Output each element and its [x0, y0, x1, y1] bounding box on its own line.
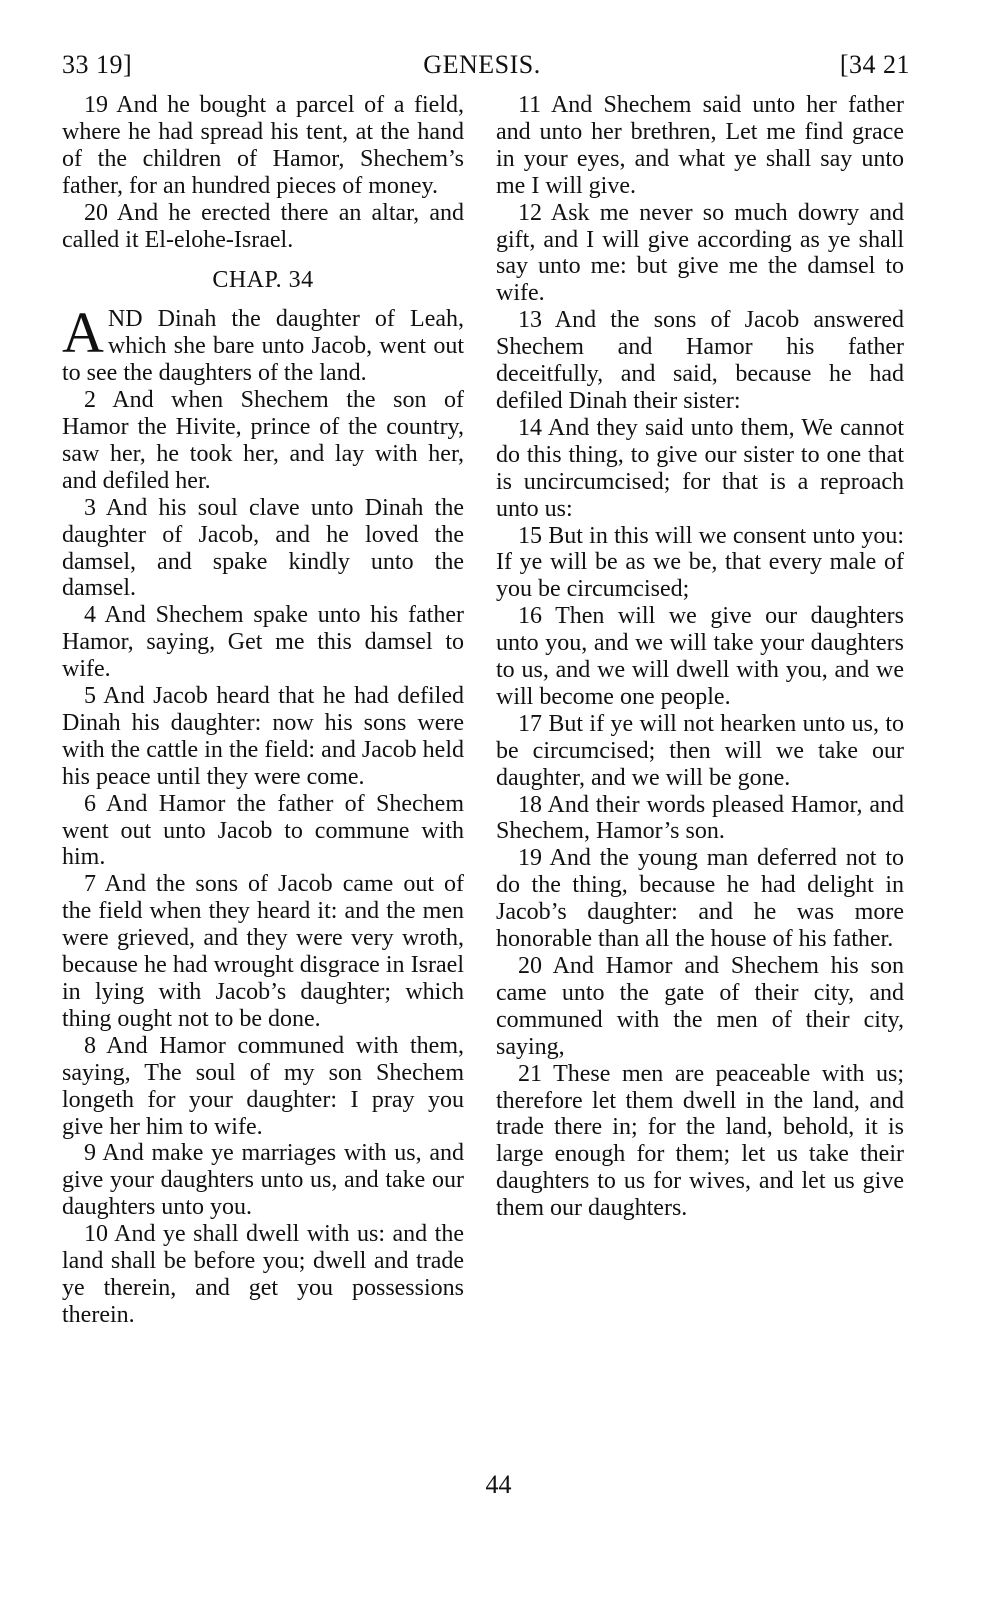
header-verse-range-end: [34 21 [839, 50, 910, 79]
verse-34-1 [62, 300, 464, 387]
verse-34-3: 3 And his soul clave unto Dinah the daughter of Jacob, and he loved the damsel, and spake kindly unto the damsel. [62, 494, 464, 602]
right-column [496, 92, 904, 1222]
verse-34-17: 17 But if ye will not hearken unto us, to be circumcised; then will we take our daughter, and we will be gone. [496, 710, 904, 791]
drop-cap-letter: A [62, 300, 104, 366]
verse-34-12: 12 Ask me never so much dowry and gift, and I will give according as ye shall say unto me: but give me the damsel to wife. [496, 199, 904, 307]
verse-34-16: 16 Then will we give our daughters unto you, and we will take your daughters to us, and we will dwell with you, and we will become one people. [496, 603, 904, 710]
verse-34-13: 13 And the sons of Jacob answered Shechem and Hamor his father deceitfully, and said, because he had defiled Dinah their sister: [496, 307, 904, 414]
header-verse-range-start: 33 19] [62, 50, 133, 79]
verse-34-14: 14 And they said unto them, We cannot do this thing, to give our sister to one that is uncircumcised; for that is a reproach unto us: [496, 414, 904, 522]
verse-34-10: 10 And ye shall dwell with us: and the land shall be before you; dwell and trade ye therein, and get you possessions therein. [62, 1221, 464, 1328]
verse-34-15: 15 But in this will we consent unto you: If ye will be as we be, that every male of you be circumcised; [496, 522, 904, 603]
verse-33-20: 20 And he erected there an altar, and called it El-elohe-Israel. [62, 199, 464, 253]
verse-33-19: 19 And he bought a parcel of a field, where he had spread his tent, at the hand of the children of Hamor, Shechem’s father, for an hundred pieces of money. [62, 92, 464, 199]
verse-34-9: 9 And make ye marriages with us, and give your daughters unto us, and take our daughters unto you. [62, 1140, 464, 1221]
verse-34-20: 20 And Hamor and Shechem his son came unto the gate of their city, and communed with the men of their city, saying, [496, 953, 904, 1060]
left-column [62, 92, 464, 1329]
verse-34-6: 6 And Hamor the father of Shechem went out unto Jacob to commune with him. [62, 790, 464, 871]
verse-34-1-text: ND Dinah the daughter of Leah, which she bare unto Jacob, went out to see the daughters of the land. [62, 306, 464, 387]
verse-34-4: 4 And Shechem spake unto his father Hamor, saying, Get me this damsel to wife. [62, 602, 464, 683]
page-number: 44 [485, 1470, 512, 1499]
verse-34-19: 19 And the young man deferred not to do the thing, because he had delight in Jacob’s daughter: and he was more honorable than all the house of his father. [496, 845, 904, 953]
header-book-title: GENESIS. [423, 50, 541, 79]
verse-34-21: 21 These men are peaceable with us; therefore let them dwell in the land, and trade there in; for the land, behold, it is large enough for them; let us take their daughters to us for wives, and let us give them our daughters. [496, 1060, 904, 1222]
verse-34-2: 2 And when Shechem the son of Hamor the Hivite, prince of the country, saw her, he took her, and lay with her, and defiled her. [62, 387, 464, 494]
chapter-heading: CHAP. 34 [212, 267, 314, 294]
verse-34-5: 5 And Jacob heard that he had defiled Dinah his daughter: now his sons were with the cattle in the field: and Jacob held his peace until they were come. [62, 683, 464, 790]
verse-34-18: 18 And their words pleased Hamor, and Shechem, Hamor’s son. [496, 791, 904, 845]
verse-34-11: 11 And Shechem said unto her father and unto her brethren, Let me find grace in your eyes, and what ye shall say unto me I will give. [496, 92, 904, 199]
verse-34-7: 7 And the sons of Jacob came out of the field when they heard it: and the men were grieved, and they were very wroth, because he had wrought disgrace in Israel in lying with Jacob’s daughter; which thing ought not to be done. [62, 871, 464, 1032]
running-header [62, 50, 910, 84]
verse-34-8: 8 And Hamor communed with them, saying, The soul of my son Shechem longeth for your daughter: I pray you give her him to wife. [62, 1032, 464, 1140]
